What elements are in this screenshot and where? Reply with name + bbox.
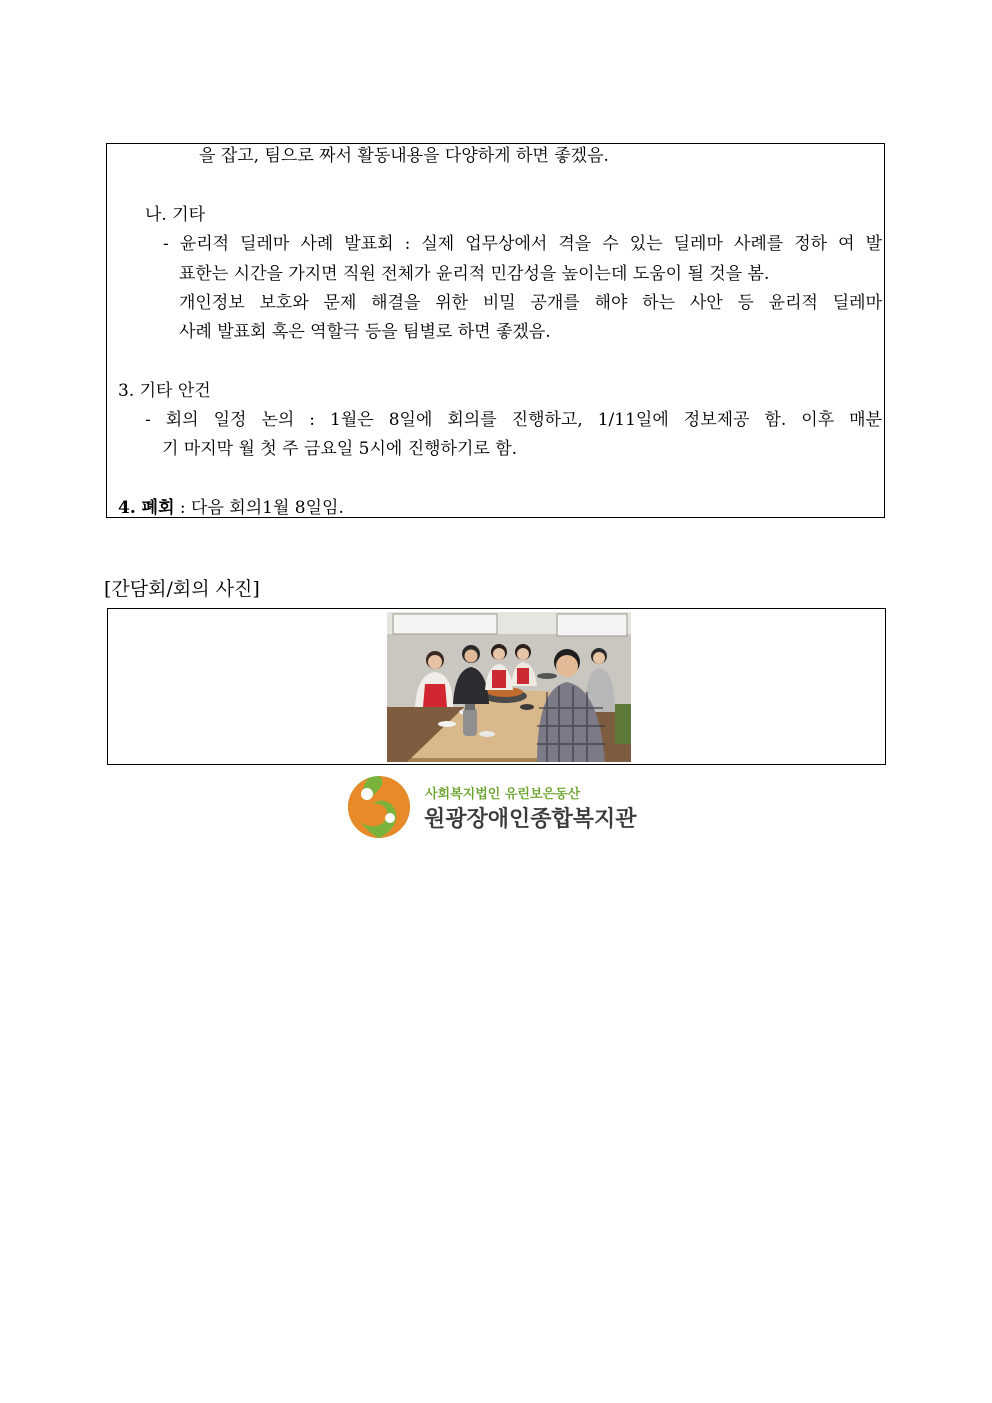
na-item-line-1: - 윤리적 딜레마 사례 발표회 : 실제 업무상에서 격을 수 있는 딜레마 사례를 정하 여 발 <box>163 234 882 254</box>
section-4-label: 4. 폐회 <box>118 498 175 518</box>
photo-section-caption: [간담회/회의 사진] <box>104 578 260 600</box>
na-item-line-3: 개인정보 보호와 문제 해결을 위한 비밀 공개를 해야 하는 사안 등 윤리적 딜레마 <box>179 293 882 313</box>
institution-logo <box>343 774 653 840</box>
na-item-line-2: 표한는 시간을 가지면 직원 전체가 윤리적 민감성을 높이는데 도움이 될 것을 봄. <box>179 264 770 284</box>
logo-name: 원광장애인종합복지관 <box>424 807 637 832</box>
na-item-line-4: 사례 발표회 혹은 역할극 등을 팀별로 하면 좋겠음. <box>179 322 551 342</box>
meeting-minutes-box <box>106 143 885 518</box>
s3-item-line-2: 기 마지막 월 첫 주 금요일 5시에 진행하기로 함. <box>162 439 518 459</box>
logo-emblem-icon <box>343 774 417 840</box>
logo-subtitle: 사회복지법인 유린보은동산 <box>425 787 581 802</box>
continued-line: 을 잡고, 팀으로 짜서 활동내용을 다양하게 하면 좋겠음. <box>199 146 609 166</box>
section-4-line <box>118 498 344 518</box>
meeting-photo <box>387 612 631 762</box>
section-3-title: 3. 기타 안건 <box>118 381 211 401</box>
photo-box <box>107 608 886 765</box>
section-na-title: 나. 기타 <box>145 205 206 225</box>
section-4-text: : 다음 회의1월 8일임. <box>174 498 344 518</box>
s3-item-line-1: - 회의 일정 논의 : 1월은 8일에 회의를 진행하고, 1/11일에 정보제공 함. 이후 매분 <box>145 410 882 430</box>
